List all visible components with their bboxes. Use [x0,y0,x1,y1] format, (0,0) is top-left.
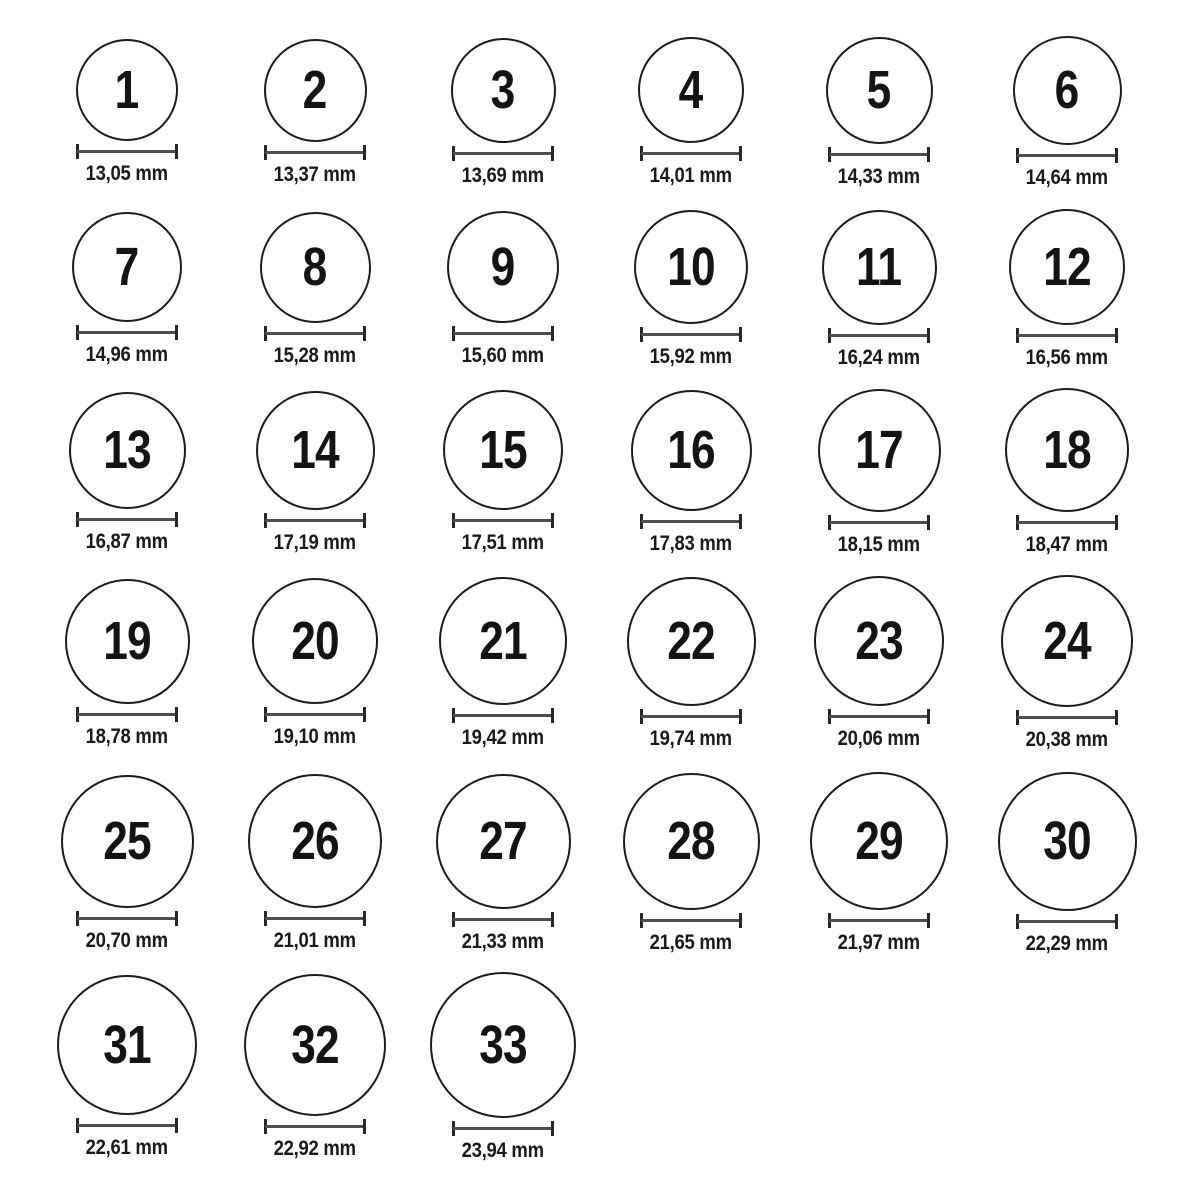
ring-diameter-label: 17,83 mm [649,531,733,555]
measure-bar [77,1124,177,1127]
measure-tick-right [1115,710,1118,725]
ring-diameter-label: 18,15 mm [837,532,921,556]
diameter-measure-line [452,1121,554,1136]
ring-circle [256,391,375,510]
ring-size-number: 13 [103,420,151,480]
diameter-measure-line [76,325,178,340]
ring-size-item [33,39,221,186]
ring-diameter-label: 18,78 mm [85,724,169,748]
ring-size-number: 22 [667,611,715,671]
diameter-measure-line [76,707,178,722]
ring-size-number: 32 [291,1015,339,1075]
ring-diameter-label: 14,64 mm [1025,165,1109,189]
ring-size-item [33,975,221,1160]
measure-bar [1017,716,1117,719]
diameter-measure-line [828,147,930,162]
ring-diameter-label: 19,42 mm [461,726,545,749]
ring-diameter-label: 13,37 mm [273,162,357,186]
diameter-measure-line [640,146,742,161]
diameter-measure-line [452,708,554,723]
ring-circle [1009,209,1125,325]
measure-tick-right [739,327,742,342]
ring-size-item [785,576,973,751]
ring-size-item [33,212,221,367]
ring-size-item [221,774,409,953]
ring-diameter-label: 15,28 mm [273,343,357,367]
ring-diameter-label: 20,38 mm [1025,728,1109,751]
measure-bar [453,152,553,155]
diameter-measure-line [1016,328,1118,343]
ring-circle [818,389,941,512]
ring-diameter-label: 16,56 mm [1025,346,1109,369]
measure-bar [1017,920,1117,923]
ring-circle [638,37,744,143]
measure-bar [1017,154,1117,157]
ring-diameter-label: 21,33 mm [461,929,545,953]
ring-circle [430,972,576,1118]
ring-size-number: 11 [856,237,902,297]
ring-size-number: 25 [103,811,151,871]
ring-circle [264,39,367,142]
ring-size-item [409,390,597,555]
ring-size-item [973,209,1161,370]
measure-tick-right [551,513,554,528]
ring-diameter-label: 14,96 mm [85,343,169,366]
ring-size-item [973,575,1161,752]
measure-bar [641,919,741,922]
ring-diameter-label: 16,87 mm [85,529,169,553]
measure-bar [829,334,929,337]
ring-size-item [597,773,785,955]
ring-size-item [409,972,597,1163]
measure-bar [641,520,741,523]
measure-bar [265,151,365,154]
ring-circle [998,772,1137,911]
ring-size-item [221,974,409,1161]
ring-size-item [785,389,973,557]
measure-bar [265,713,365,716]
ring-circle [814,576,944,706]
diameter-measure-line [640,913,742,928]
measure-tick-right [551,1121,554,1136]
diameter-measure-line [1016,710,1118,725]
measure-tick-right [739,709,742,724]
diameter-measure-line [1016,515,1118,530]
ring-circle [1013,36,1122,145]
measure-tick-right [175,512,178,527]
ring-size-item [33,579,221,749]
measure-tick-right [551,326,554,341]
measure-tick-right [551,708,554,723]
ring-diameter-label: 22,29 mm [1025,931,1109,955]
measure-tick-right [927,913,930,928]
measure-tick-right [363,911,366,926]
ring-size-item [409,211,597,368]
measure-tick-right [927,709,930,724]
measure-tick-right [1115,148,1118,163]
measure-tick-right [363,1119,366,1134]
measure-bar [829,153,929,156]
ring-size-number: 18 [1043,420,1091,480]
ring-size-item [785,37,973,189]
ring-diameter-label: 22,61 mm [85,1136,169,1159]
ring-circle [623,773,760,910]
ring-circle [1005,388,1129,512]
ring-size-number: 17 [855,420,903,480]
ring-size-item [221,391,409,555]
ring-size-number: 4 [679,60,703,120]
ring-circle [436,774,571,909]
diameter-measure-line [828,515,930,530]
ring-circle [443,390,563,510]
measure-tick-right [739,514,742,529]
ring-size-item [409,38,597,188]
ring-size-number: 23 [855,611,903,671]
measure-tick-right [363,513,366,528]
diameter-measure-line [76,911,178,926]
ring-size-item [221,212,409,368]
ring-size-number: 26 [291,811,339,871]
ring-size-number: 30 [1043,811,1091,871]
ring-diameter-label: 19,10 mm [273,725,357,748]
ring-size-item [221,578,409,749]
ring-diameter-label: 13,05 mm [85,162,169,185]
ring-size-number: 8 [303,237,327,297]
ring-circle [72,212,182,322]
ring-diameter-label: 15,60 mm [461,344,545,367]
ring-size-item [973,36,1161,190]
measure-tick-right [175,144,178,159]
ring-size-number: 19 [103,611,151,671]
diameter-measure-line [264,911,366,926]
diameter-measure-line [76,1118,178,1133]
ring-size-item [33,392,221,554]
ring-size-number: 10 [667,237,715,297]
measure-tick-right [175,1118,178,1133]
ring-size-number: 5 [867,60,891,120]
measure-tick-right [1115,328,1118,343]
ring-size-item [785,772,973,955]
measure-tick-right [175,325,178,340]
diameter-measure-line [1016,914,1118,929]
ring-size-number: 12 [1043,237,1091,297]
diameter-measure-line [264,707,366,722]
ring-diameter-label: 22,92 mm [273,1137,357,1160]
ring-circle [61,775,194,908]
ring-size-item [409,774,597,954]
diameter-measure-line [828,709,930,724]
measure-tick-right [927,328,930,343]
ring-size-number: 28 [667,811,715,871]
measure-bar [829,521,929,524]
ring-size-item [597,37,785,188]
ring-diameter-label: 16,24 mm [837,345,921,369]
ring-size-number: 3 [491,60,515,120]
ring-size-number: 7 [115,237,139,297]
measure-bar [453,714,553,717]
ring-size-item [597,210,785,369]
measure-bar [77,518,177,521]
ring-diameter-label: 17,51 mm [461,531,545,554]
measure-tick-right [1115,515,1118,530]
measure-bar [829,919,929,922]
measure-bar [265,1125,365,1128]
diameter-measure-line [640,327,742,342]
diameter-measure-line [452,326,554,341]
ring-circle [76,39,178,141]
ring-size-number: 2 [303,60,327,120]
ring-size-item [33,775,221,953]
ring-size-item [221,39,409,187]
ring-circle [451,38,556,143]
ring-diameter-label: 19,74 mm [649,726,733,750]
measure-tick-right [739,146,742,161]
ring-diameter-label: 15,92 mm [649,345,733,368]
measure-bar [453,332,553,335]
measure-bar [265,332,365,335]
ring-size-item [785,210,973,370]
ring-circle [810,772,948,910]
ring-circle [631,390,752,511]
measure-bar [77,150,177,153]
measure-bar [77,917,177,920]
diameter-measure-line [1016,148,1118,163]
measure-bar [1017,521,1117,524]
diameter-measure-line [264,513,366,528]
measure-bar [453,1127,553,1130]
ring-diameter-label: 21,97 mm [837,931,921,954]
ring-size-number: 14 [291,420,339,480]
ring-size-number: 20 [291,611,339,671]
ring-size-number: 1 [115,60,139,120]
ring-diameter-label: 14,01 mm [649,164,733,187]
ring-circle [822,210,937,325]
ring-diameter-label: 13,69 mm [461,163,545,187]
diameter-measure-line [640,709,742,724]
ring-diameter-label: 14,33 mm [837,164,921,188]
measure-tick-right [175,911,178,926]
ring-size-item [973,388,1161,557]
ring-circle [69,392,186,509]
diameter-measure-line [828,328,930,343]
ring-diameter-label: 21,65 mm [649,930,733,954]
measure-bar [829,715,929,718]
ring-size-number: 27 [479,811,527,871]
ring-size-number: 15 [479,420,527,480]
ring-circle [244,974,386,1116]
measure-bar [641,715,741,718]
measure-tick-right [927,515,930,530]
ring-size-item [597,390,785,556]
measure-tick-right [363,145,366,160]
ring-size-number: 16 [667,420,715,480]
ring-circle [447,211,559,323]
measure-tick-right [739,913,742,928]
measure-bar [641,333,741,336]
ring-size-number: 24 [1043,611,1091,671]
measure-bar [265,519,365,522]
ring-size-number: 31 [103,1015,151,1075]
diameter-measure-line [452,912,554,927]
ring-circle [439,577,567,705]
ring-size-number: 21 [479,611,527,671]
ring-circle [634,210,748,324]
ring-diameter-label: 17,19 mm [273,530,357,554]
ring-size-number: 9 [491,237,515,297]
diameter-measure-line [264,1119,366,1134]
measure-bar [1017,334,1117,337]
diameter-measure-line [264,326,366,341]
measure-tick-right [175,707,178,722]
diameter-measure-line [76,144,178,159]
measure-tick-right [363,707,366,722]
measure-tick-right [1115,914,1118,929]
measure-tick-right [551,912,554,927]
ring-diameter-label: 23,94 mm [461,1139,545,1162]
ring-size-item [597,577,785,751]
measure-bar [453,519,553,522]
ring-diameter-label: 18,47 mm [1025,533,1109,556]
measure-bar [453,918,553,921]
ring-circle [627,577,756,706]
ring-size-number: 33 [479,1015,527,1075]
measure-tick-right [927,147,930,162]
measure-bar [265,917,365,920]
ring-size-number: 6 [1055,60,1079,120]
diameter-measure-line [76,512,178,527]
ring-diameter-label: 20,70 mm [85,928,169,952]
ring-size-item [973,772,1161,956]
diameter-measure-line [640,514,742,529]
ring-circle [248,774,382,908]
diameter-measure-line [452,146,554,161]
ring-circle [260,212,371,323]
ring-size-number: 29 [855,811,903,871]
diameter-measure-line [828,913,930,928]
measure-tick-right [551,146,554,161]
diameter-measure-line [264,145,366,160]
measure-bar [641,152,741,155]
diameter-measure-line [452,513,554,528]
ring-circle [57,975,197,1115]
ring-circle [1001,575,1133,707]
ring-circle [826,37,933,144]
ring-circle [65,579,190,704]
ring-size-item [409,577,597,750]
ring-diameter-label: 20,06 mm [837,727,921,750]
ring-circle [252,578,378,704]
measure-tick-right [363,326,366,341]
measure-bar [77,713,177,716]
measure-bar [77,331,177,334]
ring-diameter-label: 21,01 mm [273,929,357,952]
